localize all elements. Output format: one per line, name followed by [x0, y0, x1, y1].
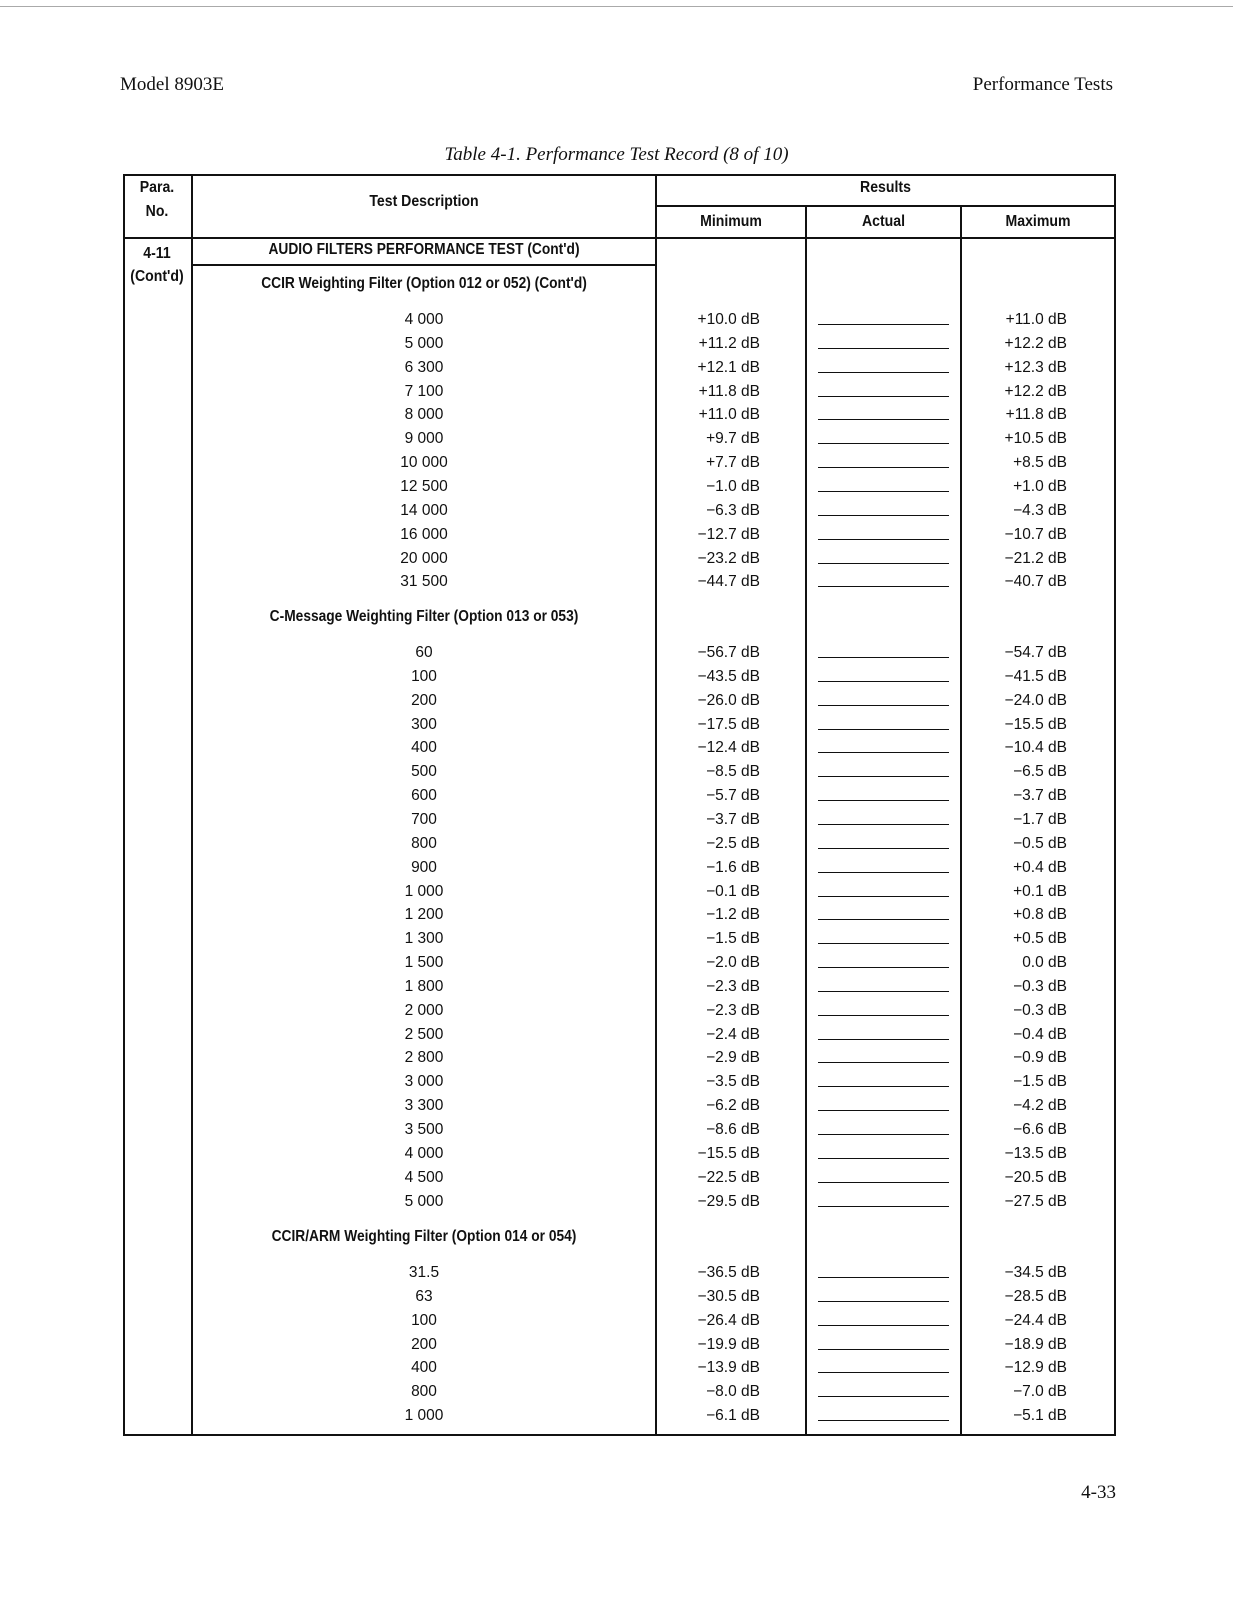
- minimum-cell: −3.5 dB: [706, 1073, 760, 1091]
- section-title-c-message: C-Message Weighting Filter (Option 013 or 053): [269, 608, 579, 625]
- frequency-cell: 400: [411, 1359, 437, 1377]
- table-row: [123, 644, 1116, 668]
- table-row: [123, 1336, 1116, 1360]
- para-contd: (Cont'd): [130, 268, 184, 285]
- actual-entry-blank[interactable]: [818, 467, 949, 468]
- table-row: [123, 1407, 1116, 1431]
- table-row: [123, 550, 1116, 574]
- actual-entry-blank[interactable]: [818, 991, 949, 992]
- table-row: [123, 930, 1116, 954]
- actual-entry-blank[interactable]: [818, 1301, 949, 1302]
- minimum-cell: −5.7 dB: [706, 787, 760, 805]
- actual-entry-blank[interactable]: [818, 372, 949, 373]
- maximum-cell: +12.2 dB: [1004, 334, 1067, 352]
- minimum-cell: −2.0 dB: [706, 954, 760, 972]
- results-subheader-rule: [655, 205, 1116, 207]
- performance-test-record-table: [123, 174, 1116, 1436]
- actual-entry-blank[interactable]: [818, 1349, 949, 1350]
- table-row: [123, 978, 1116, 1002]
- minimum-cell: −6.1 dB: [706, 1407, 760, 1425]
- maximum-cell: −1.5 dB: [1013, 1073, 1067, 1091]
- maximum-cell: −24.4 dB: [1004, 1311, 1067, 1329]
- maximum-cell: −34.5 dB: [1004, 1264, 1067, 1281]
- frequency-cell: 1 800: [404, 977, 444, 995]
- actual-entry-blank[interactable]: [818, 515, 949, 516]
- minimum-cell: −1.0 dB: [706, 477, 760, 495]
- frequency-cell: 5 000: [404, 334, 444, 352]
- test-title: AUDIO FILTERS PERFORMANCE TEST (Cont'd): [268, 241, 580, 258]
- maximum-cell: +10.5 dB: [1004, 430, 1067, 448]
- table-row: [123, 454, 1116, 478]
- minimum-cell: −36.5 dB: [697, 1264, 760, 1281]
- table-row: [123, 311, 1116, 335]
- frequency-cell: 2 500: [404, 1025, 444, 1043]
- maximum-cell: −4.2 dB: [1013, 1097, 1067, 1115]
- section-title-ccir-arm: CCIR/ARM Weighting Filter (Option 014 or 054): [271, 1228, 577, 1245]
- table-row: [123, 1049, 1116, 1073]
- minimum-cell: +11.8 dB: [698, 382, 760, 400]
- maximum-cell: −10.4 dB: [1004, 739, 1067, 757]
- actual-entry-blank[interactable]: [818, 1372, 949, 1373]
- maximum-cell: −7.0 dB: [1013, 1383, 1067, 1401]
- frequency-cell: 100: [411, 1311, 437, 1329]
- top-rule: [0, 6, 1233, 7]
- actual-entry-blank[interactable]: [818, 1015, 949, 1016]
- maximum-cell: −0.9 dB: [1013, 1049, 1067, 1067]
- maximum-cell: 0.0 dB: [1022, 954, 1067, 972]
- frequency-cell: 800: [411, 1383, 437, 1401]
- maximum-cell: −27.5 dB: [1004, 1192, 1067, 1210]
- test-title-underline: [193, 264, 655, 266]
- maximum-cell: −15.5 dB: [1004, 715, 1067, 733]
- actual-entry-blank[interactable]: [818, 1134, 949, 1135]
- minimum-cell: +11.2 dB: [698, 334, 760, 352]
- minimum-cell: −26.0 dB: [697, 691, 760, 709]
- table-caption: Table 4-1. Performance Test Record (8 of 10): [444, 144, 789, 165]
- table-row: [123, 526, 1116, 550]
- actual-entry-blank[interactable]: [818, 419, 949, 420]
- actual-entry-blank[interactable]: [818, 1325, 949, 1326]
- table-row: [123, 811, 1116, 835]
- frequency-cell: 14 000: [400, 501, 448, 519]
- maximum-cell: +11.0 dB: [1005, 311, 1067, 328]
- minimum-cell: −1.2 dB: [706, 906, 760, 924]
- frequency-cell: 16 000: [400, 525, 448, 543]
- minimum-cell: −2.3 dB: [706, 977, 760, 995]
- frequency-cell: 400: [411, 739, 437, 757]
- minimum-cell: −44.7 dB: [697, 573, 760, 591]
- table-row: [123, 954, 1116, 978]
- table-row: [123, 1359, 1116, 1383]
- maximum-cell: −24.0 dB: [1004, 691, 1067, 709]
- frequency-cell: 1 300: [404, 930, 444, 948]
- table-row: [123, 502, 1116, 526]
- frequency-cell: 4 000: [404, 311, 444, 328]
- actual-entry-blank[interactable]: [818, 1182, 949, 1183]
- minimum-cell: −1.6 dB: [706, 858, 760, 876]
- minimum-cell: −8.5 dB: [706, 763, 760, 781]
- actual-entry-blank[interactable]: [818, 324, 949, 325]
- frequency-cell: 20 000: [400, 549, 448, 567]
- actual-entry-blank[interactable]: [818, 1277, 949, 1278]
- actual-entry-blank[interactable]: [818, 800, 949, 801]
- minimum-cell: −8.0 dB: [706, 1383, 760, 1401]
- maximum-cell: −40.7 dB: [1004, 573, 1067, 591]
- running-header-section: Performance Tests: [972, 74, 1113, 95]
- maximum-cell: +12.3 dB: [1004, 358, 1067, 376]
- minimum-cell: −2.3 dB: [706, 1001, 760, 1019]
- maximum-cell: +0.1 dB: [1013, 882, 1067, 900]
- frequency-cell: 1 200: [404, 906, 444, 924]
- frequency-cell: 9 000: [404, 430, 444, 448]
- frequency-cell: 31 500: [400, 573, 448, 591]
- actual-entry-blank[interactable]: [818, 563, 949, 564]
- frequency-cell: 1 000: [404, 882, 444, 900]
- frequency-cell: 12 500: [400, 477, 448, 495]
- minimum-cell: +10.0 dB: [697, 311, 760, 328]
- actual-entry-blank[interactable]: [818, 443, 949, 444]
- actual-entry-blank[interactable]: [818, 681, 949, 682]
- actual-entry-blank[interactable]: [818, 1086, 949, 1087]
- actual-entry-blank[interactable]: [818, 729, 949, 730]
- minimum-cell: −13.9 dB: [697, 1359, 760, 1377]
- minimum-cell: −22.5 dB: [697, 1168, 760, 1186]
- actual-entry-blank[interactable]: [818, 657, 949, 658]
- table-row: [123, 335, 1116, 359]
- actual-entry-blank[interactable]: [818, 491, 949, 492]
- table-bottom-border: [123, 1434, 1116, 1436]
- actual-entry-blank[interactable]: [818, 824, 949, 825]
- frequency-cell: 2 000: [404, 1001, 444, 1019]
- actual-entry-blank[interactable]: [818, 752, 949, 753]
- table-row: [123, 883, 1116, 907]
- table-row: [123, 787, 1116, 811]
- maximum-cell: −18.9 dB: [1004, 1335, 1067, 1353]
- table-row: [123, 1193, 1116, 1217]
- frequency-cell: 300: [411, 715, 437, 733]
- table-row: [123, 478, 1116, 502]
- actual-entry-blank[interactable]: [818, 539, 949, 540]
- para-number: 4-11: [143, 245, 171, 262]
- table-row: [123, 1026, 1116, 1050]
- frequency-cell: 1 500: [404, 954, 444, 972]
- page-number: 4-33: [1081, 1482, 1116, 1503]
- description-header: Test Description: [369, 193, 479, 210]
- table-row: [123, 668, 1116, 692]
- frequency-cell: 200: [411, 1335, 437, 1353]
- minimum-cell: −30.5 dB: [697, 1287, 760, 1305]
- table-row: [123, 763, 1116, 787]
- minimum-cell: −12.7 dB: [697, 525, 760, 543]
- maximum-cell: −21.2 dB: [1004, 549, 1067, 567]
- maximum-cell: −0.5 dB: [1013, 834, 1067, 852]
- maximum-cell: +0.4 dB: [1013, 858, 1067, 876]
- minimum-cell: +11.0 dB: [698, 406, 760, 424]
- para-header-line1: Para.: [139, 179, 175, 196]
- frequency-cell: 5 000: [404, 1192, 444, 1210]
- actual-entry-blank[interactable]: [818, 848, 949, 849]
- maximum-cell: −4.3 dB: [1013, 501, 1067, 519]
- table-row: [123, 1288, 1116, 1312]
- table-row: [123, 692, 1116, 716]
- minimum-cell: −19.9 dB: [697, 1335, 760, 1353]
- frequency-cell: 8 000: [404, 406, 444, 424]
- minimum-cell: −2.4 dB: [706, 1025, 760, 1043]
- maximum-cell: +8.5 dB: [1013, 454, 1067, 472]
- results-header: Results: [860, 179, 911, 196]
- minimum-cell: −29.5 dB: [697, 1192, 760, 1210]
- actual-entry-blank[interactable]: [818, 348, 949, 349]
- table-row: [123, 739, 1116, 763]
- minimum-cell: −17.5 dB: [697, 715, 760, 733]
- frequency-cell: 7 100: [404, 382, 444, 400]
- table-row: [123, 716, 1116, 740]
- minimum-header: Minimum: [700, 213, 762, 230]
- minimum-cell: −56.7 dB: [697, 644, 760, 661]
- minimum-cell: −23.2 dB: [697, 549, 760, 567]
- maximum-cell: −1.7 dB: [1013, 810, 1067, 828]
- minimum-cell: +9.7 dB: [706, 430, 760, 448]
- actual-entry-blank[interactable]: [818, 1110, 949, 1111]
- minimum-cell: −6.3 dB: [706, 501, 760, 519]
- table-row: [123, 359, 1116, 383]
- table-row: [123, 1312, 1116, 1336]
- maximum-cell: −20.5 dB: [1004, 1168, 1067, 1186]
- minimum-cell: −15.5 dB: [697, 1144, 760, 1162]
- actual-entry-blank[interactable]: [818, 1158, 949, 1159]
- actual-entry-blank[interactable]: [818, 1420, 949, 1421]
- actual-entry-blank[interactable]: [818, 1039, 949, 1040]
- minimum-cell: −26.4 dB: [697, 1311, 760, 1329]
- maximum-cell: −28.5 dB: [1004, 1287, 1067, 1305]
- table-row: [123, 1097, 1116, 1121]
- table-row: [123, 906, 1116, 930]
- minimum-cell: −1.5 dB: [706, 930, 760, 948]
- minimum-cell: +7.7 dB: [706, 454, 760, 472]
- actual-header: Actual: [861, 213, 906, 230]
- frequency-cell: 100: [411, 667, 437, 685]
- frequency-cell: 2 800: [404, 1049, 444, 1067]
- minimum-cell: −6.2 dB: [706, 1097, 760, 1115]
- maximum-cell: +12.2 dB: [1004, 382, 1067, 400]
- minimum-cell: +12.1 dB: [697, 358, 760, 376]
- table-row: [123, 835, 1116, 859]
- actual-entry-blank[interactable]: [818, 705, 949, 706]
- table-row: [123, 430, 1116, 454]
- actual-entry-blank[interactable]: [818, 896, 949, 897]
- table-row: [123, 859, 1116, 883]
- actual-entry-blank[interactable]: [818, 872, 949, 873]
- table-top-border: [123, 174, 1116, 176]
- table-row: [123, 1383, 1116, 1407]
- maximum-cell: −41.5 dB: [1004, 667, 1067, 685]
- table-row: [123, 383, 1116, 407]
- table-row: [123, 573, 1116, 597]
- maximum-cell: +0.8 dB: [1013, 906, 1067, 924]
- frequency-cell: 900: [411, 858, 437, 876]
- frequency-cell: 600: [411, 787, 437, 805]
- frequency-cell: 4 000: [404, 1144, 444, 1162]
- frequency-cell: 3 000: [404, 1073, 444, 1091]
- maximum-cell: −54.7 dB: [1004, 644, 1067, 661]
- frequency-cell: 31.5: [408, 1264, 440, 1281]
- maximum-cell: +11.8 dB: [1005, 406, 1067, 424]
- maximum-cell: −10.7 dB: [1004, 525, 1067, 543]
- frequency-cell: 500: [411, 763, 437, 781]
- frequency-cell: 1 000: [404, 1407, 444, 1425]
- frequency-cell: 800: [411, 834, 437, 852]
- table-row: [123, 406, 1116, 430]
- maximum-cell: +1.0 dB: [1013, 477, 1067, 495]
- para-header-line2: No.: [145, 203, 169, 220]
- maximum-cell: −5.1 dB: [1013, 1407, 1067, 1425]
- running-header-model: Model 8903E: [120, 74, 224, 95]
- table-row: [123, 1169, 1116, 1193]
- minimum-cell: −3.7 dB: [706, 810, 760, 828]
- actual-entry-blank[interactable]: [818, 943, 949, 944]
- maximum-cell: +0.5 dB: [1013, 930, 1067, 948]
- frequency-cell: 63: [415, 1287, 433, 1305]
- maximum-cell: −13.5 dB: [1004, 1144, 1067, 1162]
- actual-entry-blank[interactable]: [818, 919, 949, 920]
- actual-entry-blank[interactable]: [818, 776, 949, 777]
- header-bottom-rule: [123, 237, 1116, 239]
- frequency-cell: 3 500: [404, 1121, 444, 1138]
- minimum-cell: −2.5 dB: [706, 834, 760, 852]
- maximum-cell: −12.9 dB: [1004, 1359, 1067, 1377]
- frequency-cell: 700: [411, 810, 437, 828]
- actual-entry-blank[interactable]: [818, 967, 949, 968]
- maximum-cell: −6.6 dB: [1013, 1121, 1067, 1138]
- maximum-cell: −0.3 dB: [1013, 977, 1067, 995]
- maximum-cell: −6.5 dB: [1013, 763, 1067, 781]
- actual-entry-blank[interactable]: [818, 1396, 949, 1397]
- frequency-cell: 3 300: [404, 1097, 444, 1115]
- actual-entry-blank[interactable]: [818, 1062, 949, 1063]
- minimum-cell: −12.4 dB: [697, 739, 760, 757]
- table-row: [123, 1145, 1116, 1169]
- section-title-ccir: CCIR Weighting Filter (Option 012 or 052) (Cont'd): [261, 275, 587, 292]
- actual-entry-blank[interactable]: [818, 396, 949, 397]
- maximum-header: Maximum: [1005, 213, 1071, 230]
- frequency-cell: 10 000: [400, 454, 448, 472]
- maximum-cell: −0.4 dB: [1013, 1025, 1067, 1043]
- minimum-cell: −2.9 dB: [706, 1049, 760, 1067]
- minimum-cell: −8.6 dB: [706, 1121, 760, 1138]
- maximum-cell: −0.3 dB: [1013, 1001, 1067, 1019]
- frequency-cell: 6 300: [404, 358, 444, 376]
- frequency-cell: 200: [411, 691, 437, 709]
- frequency-cell: 60: [415, 644, 433, 661]
- actual-entry-blank[interactable]: [818, 586, 949, 587]
- table-row: [123, 1264, 1116, 1288]
- table-row: [123, 1121, 1116, 1145]
- table-row: [123, 1002, 1116, 1026]
- minimum-cell: −43.5 dB: [697, 667, 760, 685]
- maximum-cell: −3.7 dB: [1013, 787, 1067, 805]
- actual-entry-blank[interactable]: [818, 1206, 949, 1207]
- frequency-cell: 4 500: [404, 1168, 444, 1186]
- table-row: [123, 1073, 1116, 1097]
- minimum-cell: −0.1 dB: [706, 882, 760, 900]
